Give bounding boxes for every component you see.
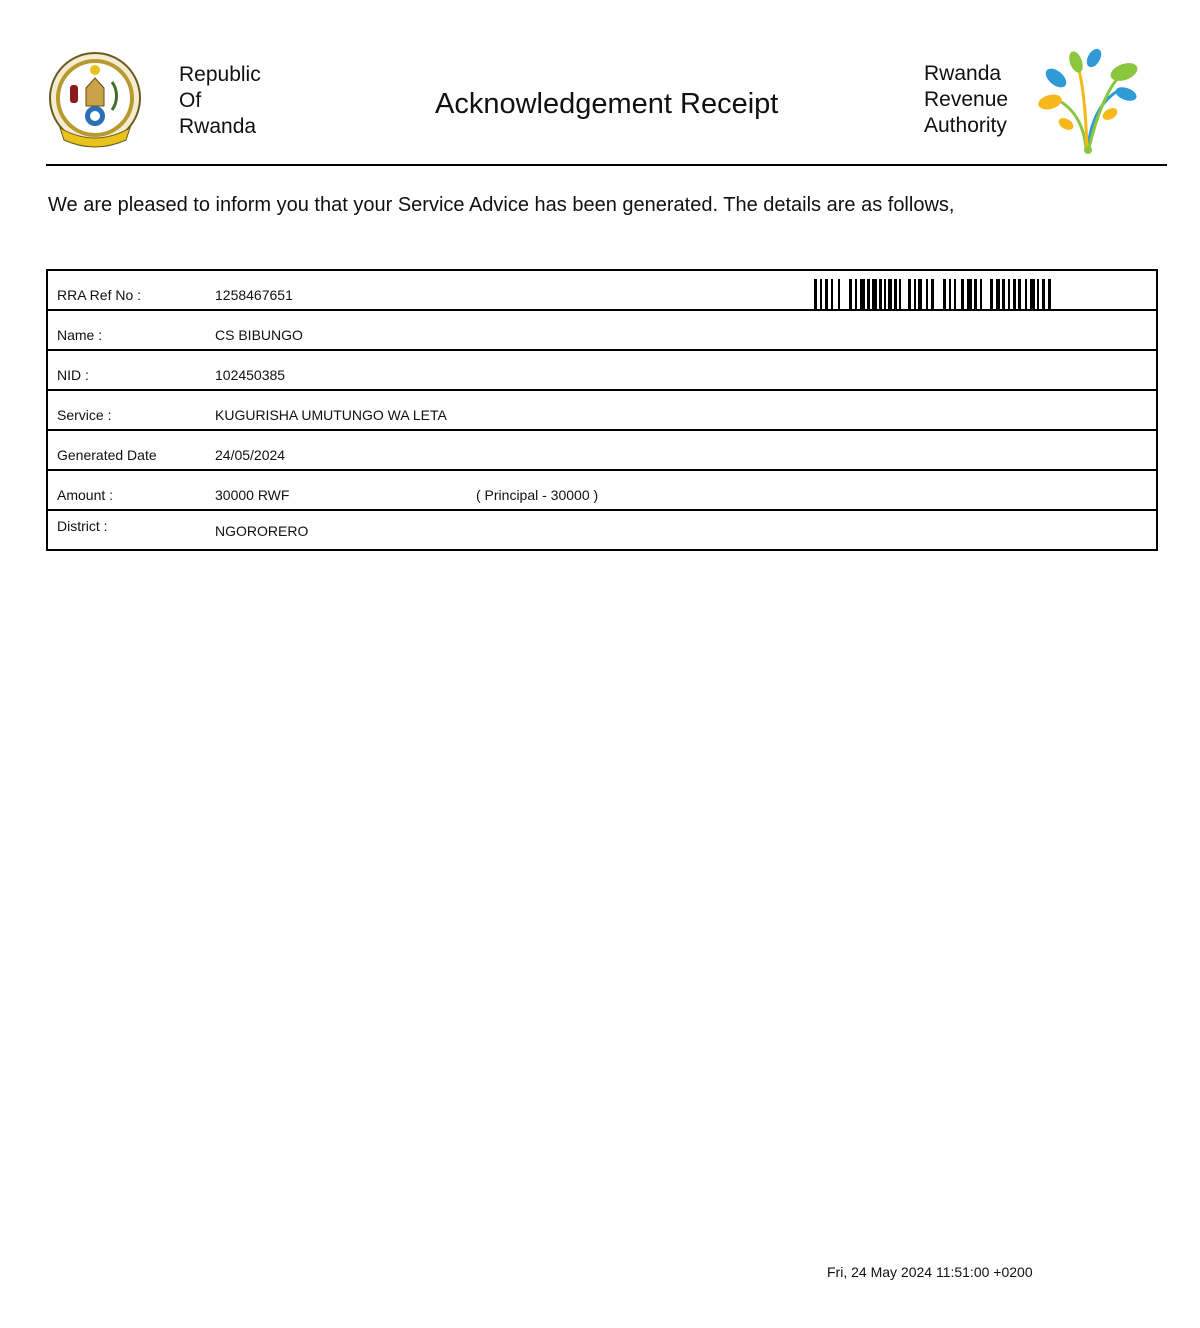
amount-value: 30000 RWF [215, 487, 290, 503]
rra-line-1: Rwanda [924, 62, 1002, 85]
rwanda-coat-of-arms-icon [46, 50, 144, 152]
republic-of-rwanda-text [179, 62, 261, 140]
name-label: Name : [57, 327, 103, 343]
intro-text: We are pleased to inform you that your Service Advice has been generated. The details are as follows, [48, 194, 955, 216]
header-divider [46, 164, 1167, 166]
republic-line-3: Rwanda [179, 115, 257, 138]
table-row [48, 471, 1156, 511]
generated-timestamp: Fri, 24 May 2024 11:51:00 +0200 [827, 1264, 1033, 1280]
ref-no-value: 1258467651 [215, 287, 293, 303]
amount-label: Amount : [57, 487, 114, 503]
service-label: Service : [57, 407, 112, 423]
receipt-header [0, 0, 1200, 166]
rra-line-3: Authority [924, 114, 1007, 137]
ref-no-label: RRA Ref No : [57, 287, 142, 303]
district-value: NGORORERO [215, 523, 309, 539]
table-row [48, 271, 1156, 311]
generated-date-label: Generated Date [57, 447, 157, 463]
nid-label: NID : [57, 367, 89, 383]
republic-line-1: Republic [179, 63, 261, 86]
rra-logo-icon [1036, 48, 1142, 156]
generated-date-value: 24/05/2024 [215, 447, 286, 463]
amount-principal: ( Principal - 30000 ) [476, 487, 599, 503]
table-row [48, 511, 1156, 549]
rra-name-text [924, 61, 1008, 139]
name-value: CS BIBUNGO [215, 327, 303, 343]
details-table [46, 269, 1158, 551]
table-row [48, 351, 1156, 391]
republic-line-2: Of [179, 89, 202, 112]
page-title: Acknowledgement Receipt [435, 88, 779, 120]
district-label: District : [57, 518, 108, 534]
nid-value: 102450385 [215, 367, 286, 383]
barcode-icon [814, 279, 1054, 309]
table-row [48, 431, 1156, 471]
table-row [48, 311, 1156, 351]
service-value: KUGURISHA UMUTUNGO WA LETA [215, 407, 447, 423]
rra-line-2: Revenue [924, 88, 1009, 111]
table-row [48, 391, 1156, 431]
